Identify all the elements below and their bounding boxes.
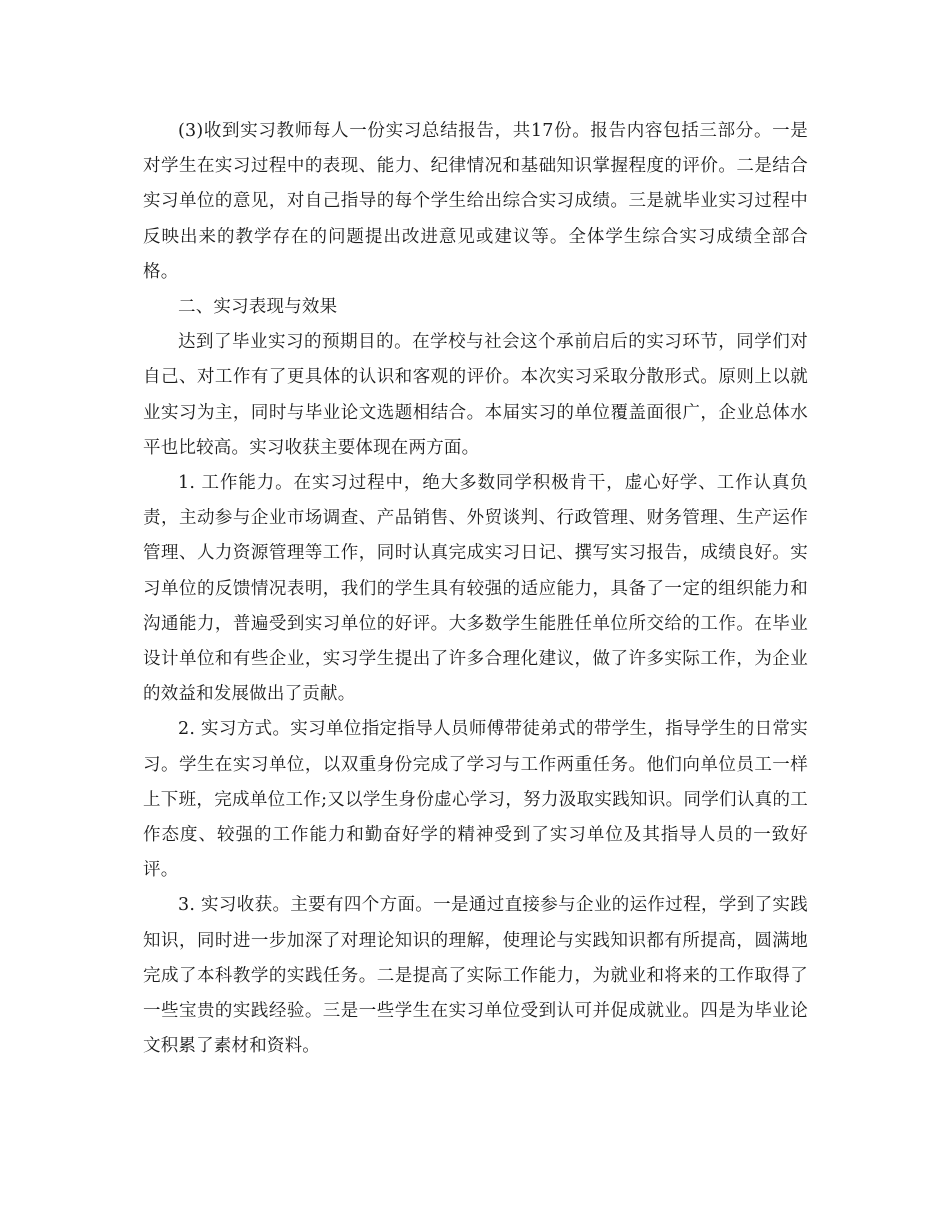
paragraph-internship-method: 2. 实习方式。实习单位指定指导人员师傅带徒弟式的带学生，指导学生的日常实习。学生在实习单位，以双重身份完成了学习与工作两重任务。他们向单位员工一样上下班，完成单位工作;又以学生身份虚心学习，努力汲取实践知识。同学们认真的工作态度、较强的工作能力和勤奋好学的精神受到了实习单位及其指导人员的一致好评。 [143, 719, 808, 881]
paragraph-report-summary: (3)收到实习教师每人一份实习总结报告，共17份。报告内容包括三部分。一是对学生在实习过程中的表现、能力、纪律情况和基础知识掌握程度的评价。二是结合实习单位的意见，对自己指导的每个学生给出综合实习成绩。三是就毕业实习过程中反映出来的教学存在的问题提出改进意见或建议等。全体学生综合实习成绩全部合格。 [143, 121, 808, 282]
paragraph-internship-gains: 3. 实习收获。主要有四个方面。一是通过直接参与企业的运作过程，学到了实践知识，同时进一步加深了对理论知识的理解，使理论与实践知识都有所提高，圆满地完成了本科教学的实践任务。二是提高了实际工作能力，为就业和将来的工作取得了一些宝贵的实践经验。三是一些学生在实习单位受到认可并促成就业。四是为毕业论文积累了素材和资料。 [143, 895, 808, 1057]
section-heading-performance: 二、实习表现与效果 [178, 297, 338, 318]
paragraph-goals-achieved: 达到了毕业实习的预期目的。在学校与社会这个承前启后的实习环节，同学们对自己、对工作有了更具体的认识和客观的评价。本次实习采取分散形式。原则上以就业实习为主，同时与毕业论文选题相结合。本届实习的单位覆盖面很广，企业总体水平也比较高。实习收获主要体现在两方面。 [143, 332, 808, 458]
paragraph-work-ability: 1. 工作能力。在实习过程中，绝大多数同学积极肯干，虚心好学、工作认真负责，主动参与企业市场调查、产品销售、外贸谈判、行政管理、财务管理、生产运作管理、人力资源管理等工作，同时认真完成实习日记、撰写实习报告，成绩良好。实习单位的反馈情况表明，我们的学生具有较强的适应能力，具备了一定的组织能力和沟通能力，普遍受到实习单位的好评。大多数学生能胜任单位所交给的工作。在毕业设计单位和有些企业，实习学生提出了许多合理化建议，做了许多实际工作，为企业的效益和发展做出了贡献。 [143, 473, 808, 705]
document-body [143, 114, 808, 1064]
